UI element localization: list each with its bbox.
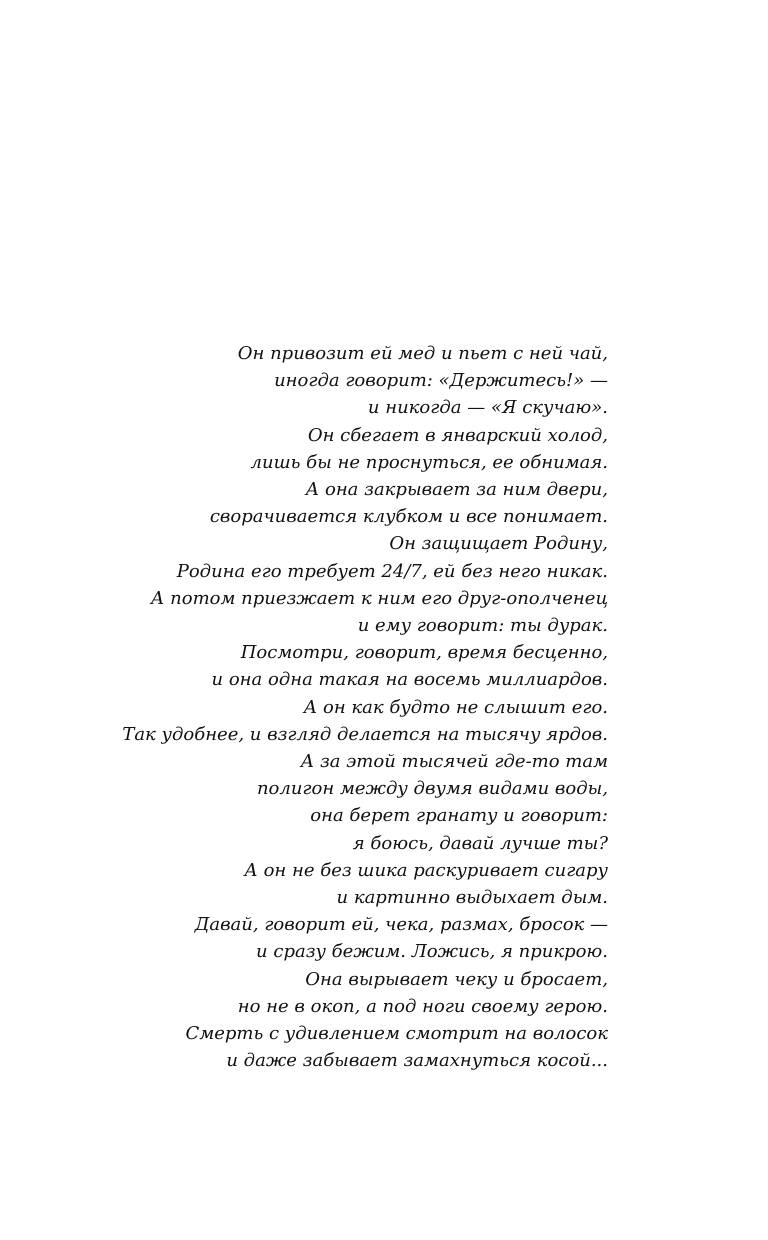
poem-line: Так удобнее, и взгляд делается на тысячу ярдов. — [122, 723, 608, 745]
poem-line: но не в окоп, а под ноги своему герою. — [237, 995, 608, 1017]
poem-line: и никогда — «Я скучаю». — [367, 397, 608, 419]
poem-line: Он сбегает в январский холод, — [307, 424, 608, 446]
poem-line: и сразу бежим. Ложись, я прикрою. — [256, 941, 608, 963]
poem-line: я боюсь, давай лучше ты? — [352, 832, 608, 854]
poem-line: и картинно выдыхает дым. — [336, 887, 608, 909]
poem-text — [48, 340, 608, 1074]
poem-line: Он защищает Родину, — [389, 533, 608, 555]
poem-line: сворачивается клубком и все понимает. — [209, 506, 608, 528]
poem-line: она берет гранату и говорит: — [310, 805, 608, 827]
poem-line: иногда говорит: «Держитесь!» — — [274, 370, 608, 392]
poem-line: А потом приезжает к ним его друг-ополченец — [150, 587, 608, 609]
poem-line: Она вырывает чеку и бросает, — [305, 968, 608, 990]
poem-line: Посмотри, говорит, время бесценно, — [240, 642, 608, 664]
poem-line: полигон между двумя видами воды, — [256, 778, 608, 800]
poem-line: Он привозит ей мед и пьет с ней чай, — [237, 343, 608, 364]
poem-line: Смерть с удивлением смотрит на волосок — [185, 1023, 608, 1045]
poem-line: А она закрывает за ним двери, — [305, 479, 608, 501]
poem-line: и ему говорит: ты дурак. — [357, 615, 608, 637]
poem-line: лишь бы не проснуться, ее обнимая. — [250, 451, 608, 473]
poem-line: и она одна такая на восемь миллиардов. — [211, 669, 608, 691]
poem-line: Родина его требует 24/7, ей без него никак. — [176, 560, 608, 582]
poem-line: и даже забывает замахнуться косой... — [226, 1050, 608, 1072]
poem-line: А за этой тысячей где-то там — [300, 751, 608, 773]
poem-line: А он как будто не слышит его. — [303, 696, 608, 718]
poem-line: Давай, говорит ей, чека, размах, бросок — — [194, 914, 608, 936]
poem-line: А он не без шика раскуривает сигару — [244, 859, 608, 881]
